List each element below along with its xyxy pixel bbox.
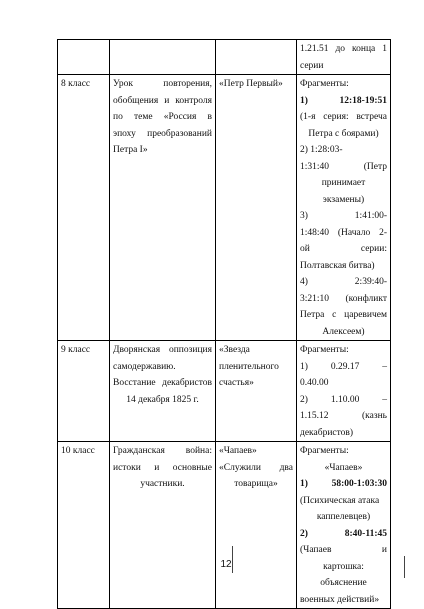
topic-line: истоки и основные bbox=[113, 462, 212, 473]
fragments-cell bbox=[297, 40, 391, 75]
topic-line: Гражданская война: bbox=[113, 446, 212, 456]
film-title: «Служили два bbox=[219, 462, 293, 473]
table-row bbox=[58, 75, 391, 341]
fragments-line: (1-я серия: встреча bbox=[300, 112, 387, 122]
fragments-line: Петра с боярами) bbox=[308, 128, 379, 139]
fragments-line: Алексеем) bbox=[322, 326, 365, 337]
film-cell bbox=[216, 75, 297, 341]
film-title: пленительного bbox=[219, 361, 279, 372]
fragments-line: ой серии: bbox=[300, 244, 387, 254]
fragments-line: 0.40.00 bbox=[300, 378, 329, 388]
topic-line: по теме «Россия в bbox=[113, 112, 212, 122]
fragments-line: Полтавская битва) bbox=[300, 260, 375, 271]
table-row bbox=[58, 341, 391, 442]
fragments-line: 1.21.51 до конца 1 bbox=[300, 44, 387, 54]
fragments-line: 4) 2:39:40- bbox=[300, 277, 387, 287]
footer-divider bbox=[404, 556, 405, 578]
fragments-line: декабристов) bbox=[300, 427, 354, 438]
grade-cell bbox=[58, 75, 110, 341]
fragments-line: 2) 1.10.00 – bbox=[300, 394, 387, 405]
fragments-line: «Чапаев» bbox=[324, 462, 363, 473]
fragments-line: экзамены) bbox=[322, 194, 365, 205]
lesson-table bbox=[57, 39, 391, 609]
fragments-cell bbox=[297, 75, 391, 341]
film-cell bbox=[216, 40, 297, 75]
film-cell bbox=[216, 341, 297, 442]
fragments-line: Петра с царевичем bbox=[300, 310, 387, 320]
grade-cell bbox=[58, 40, 110, 75]
fragments-line: 1.15.12 (казнь bbox=[300, 411, 387, 421]
fragments-line: принимает bbox=[321, 178, 366, 188]
topic-cell bbox=[110, 75, 216, 341]
topic-line: 14 декабря 1825 г. bbox=[126, 394, 199, 405]
table-row bbox=[58, 442, 391, 609]
topic-line: Урок повторения, bbox=[113, 79, 212, 89]
fragments-line: (Психическая атака bbox=[300, 495, 380, 506]
fragments-cell bbox=[297, 341, 391, 442]
page-number: 12 bbox=[220, 559, 232, 570]
fragments-line: Фрагменты: bbox=[300, 79, 349, 89]
fragments-line: 3:21:10 (конфликт bbox=[300, 293, 387, 304]
topic-line: Дворянская оппозиция bbox=[113, 345, 212, 355]
table-row bbox=[58, 40, 391, 75]
topic-cell bbox=[110, 40, 216, 75]
grade-label: 9 класс bbox=[61, 345, 91, 355]
topic-line: Восстание декабристов bbox=[113, 378, 212, 388]
fragments-line: 3) 1:41:00- bbox=[300, 211, 387, 221]
fragments-line: 1) 0.29.17 – bbox=[300, 361, 387, 372]
fragments-line: военных действий» bbox=[300, 594, 380, 605]
fragments-line: 1) 12:18-19:51 bbox=[300, 95, 387, 106]
fragments-line: 2) 8:40-11:45 bbox=[300, 528, 387, 539]
topic-cell bbox=[110, 341, 216, 442]
grade-cell bbox=[58, 341, 110, 442]
fragments-line: 2) 1:28:03- bbox=[300, 145, 343, 155]
fragments-line: серии bbox=[300, 60, 324, 71]
film-title: «Звезда bbox=[219, 345, 250, 355]
fragments-line: 1:31:40 (Петр bbox=[300, 161, 387, 172]
topic-line: самодержавию. bbox=[113, 361, 176, 372]
grade-cell bbox=[58, 442, 110, 609]
fragments-line: 1) 58:00-1:03:30 bbox=[300, 479, 387, 489]
film-cell bbox=[216, 442, 297, 609]
topic-line: эпоху преобразований bbox=[113, 128, 212, 139]
fragments-cell bbox=[297, 442, 391, 609]
film-title: товарища» bbox=[234, 479, 278, 489]
fragments-line: 1:48:40 (Начало 2- bbox=[300, 227, 387, 238]
fragments-line: объяснение bbox=[320, 578, 367, 588]
fragments-line: каппелевцев) bbox=[316, 512, 371, 522]
fragments-line: Фрагменты: bbox=[300, 345, 349, 355]
topic-line: обобщения и контроля bbox=[113, 95, 212, 106]
topic-line: Петра I» bbox=[113, 145, 148, 155]
grade-label: 8 класс bbox=[61, 79, 91, 89]
grade-label: 10 класс bbox=[61, 446, 95, 456]
topic-cell bbox=[110, 442, 216, 609]
fragments-line: картошка: bbox=[323, 561, 364, 572]
film-title: счастья» bbox=[219, 378, 254, 388]
film-title: «Петр Первый» bbox=[219, 79, 283, 89]
fragments-line: Фрагменты: bbox=[300, 446, 349, 456]
topic-line: участники. bbox=[140, 479, 185, 489]
film-title: «Чапаев» bbox=[219, 446, 257, 456]
fragments-line: (Чапаев и bbox=[300, 545, 387, 555]
